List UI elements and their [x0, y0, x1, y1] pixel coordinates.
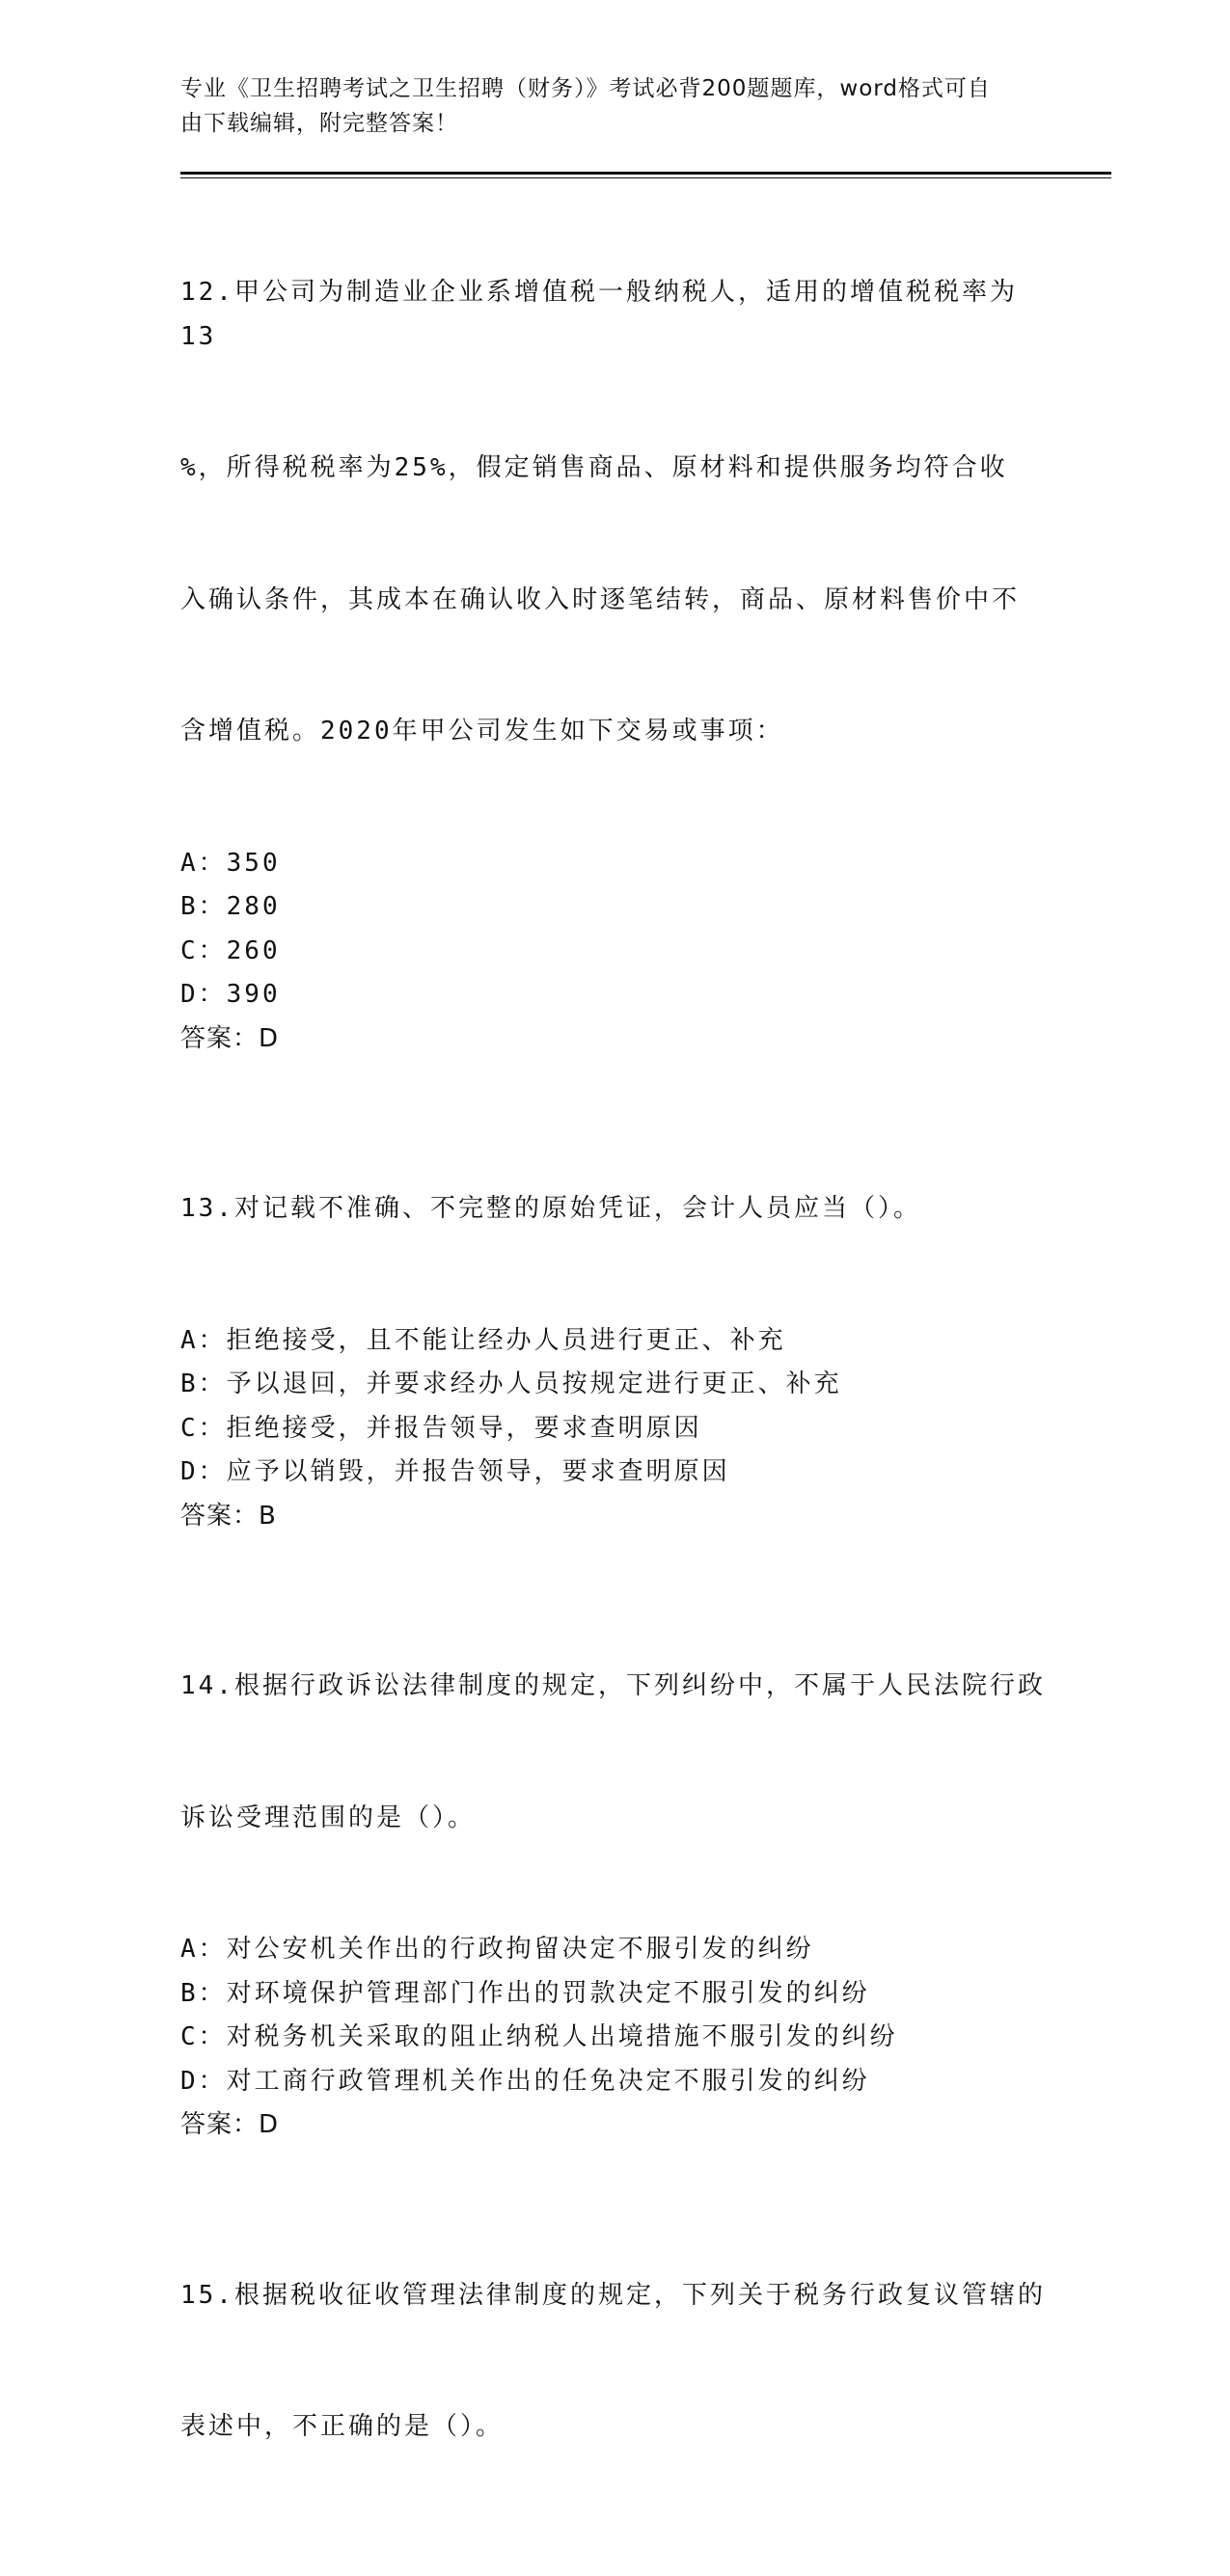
- answer: 答案：D: [180, 2110, 280, 2139]
- option-d: D：应予以销毁，并报告领导，要求查明原因: [180, 1457, 730, 1486]
- option-b: B：对环境保护管理部门作出的罚款决定不服引发的纠纷: [180, 1978, 870, 2008]
- option-a: A：拒绝接受，且不能让经办人员进行更正、补充: [180, 1325, 786, 1355]
- option-d: D：390: [180, 980, 281, 1009]
- stem-line: 表述中，不正确的是（）。: [180, 2412, 505, 2441]
- question-stem: [180, 2186, 1049, 2537]
- stem-line: 13.对记载不准确、不完整的原始凭证，会计人员应当（）。: [180, 1194, 921, 1223]
- question-stem: [180, 1099, 1049, 1319]
- stem-line: %，所得税税率为25%，假定销售商品、原材料和提供服务均符合收: [180, 453, 1008, 482]
- stem-line: 诉讼受理范围的是（）。: [180, 1803, 477, 1832]
- question-15: [180, 2186, 1049, 2537]
- stem-line: 含增值税。2020年甲公司发生如下交易或事项：: [180, 717, 784, 746]
- question-stem: [180, 183, 1049, 842]
- header-divider-thin: [180, 177, 1111, 178]
- stem-line: 15.根据税收征收管理法律制度的规定，下列关于税务行政复议管辖的: [180, 2280, 1046, 2310]
- answer: 答案：D: [180, 1023, 280, 1053]
- answer: 答案：B: [180, 1501, 277, 1531]
- question-14: [180, 1577, 1049, 2148]
- document-header: [180, 71, 1029, 141]
- stem-line: 12.甲公司为制造业企业系增值税一般纳税人，适用的增值税税率为13: [180, 278, 1018, 351]
- option-a: A：对公安机关作出的行政拘留决定不服引发的纠纷: [180, 1935, 814, 1964]
- question-12: [180, 183, 1049, 1061]
- option-c: C：对税务机关采取的阻止纳税人出境措施不服引发的纠纷: [180, 2022, 898, 2051]
- option-c: C：260: [180, 935, 281, 965]
- question-list: [180, 183, 1049, 2576]
- option-b: B：280: [180, 892, 281, 921]
- header-divider-thick: [180, 172, 1111, 175]
- header-line-2: 由下载编辑，附完整答案！: [180, 111, 458, 136]
- option-b: B：予以退回，并要求经办人员按规定进行更正、补充: [180, 1369, 842, 1398]
- option-c: C：拒绝接受，并报告领导，要求查明原因: [180, 1413, 702, 1443]
- stem-line: 入确认条件，其成本在确认收入时逐笔结转，商品、原材料售价中不: [180, 584, 1021, 614]
- option-d: D：对工商行政管理机关作出的任免决定不服引发的纠纷: [180, 2066, 870, 2096]
- option-a: A：350: [180, 848, 281, 878]
- stem-line: 14.根据行政诉讼法律制度的规定，下列纠纷中，不属于人民法院行政: [180, 1671, 1046, 1700]
- question-13: [180, 1099, 1049, 1538]
- question-stem: [180, 1577, 1049, 1928]
- header-line-1: 专业《卫生招聘考试之卫生招聘（财务）》考试必背200题题库，word格式可自: [180, 76, 991, 101]
